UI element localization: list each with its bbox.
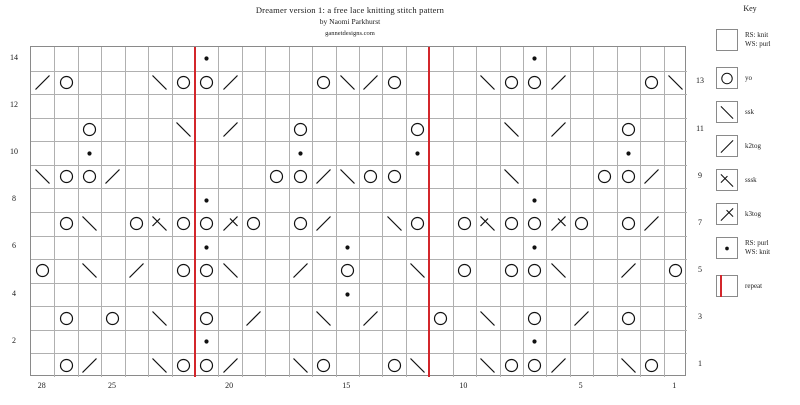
row-number-right: 5 xyxy=(698,264,702,274)
repeat-marker-icon xyxy=(720,275,722,297)
chart-cell-k2tog xyxy=(640,165,663,189)
chart-cell-k2tog xyxy=(289,259,312,283)
chart-cell-yo xyxy=(101,306,124,330)
chart-grid xyxy=(30,46,686,376)
chart-cell-ssk xyxy=(148,71,171,95)
chart-cell-k3tog xyxy=(218,212,241,236)
chart-cell-yo xyxy=(406,118,429,142)
row-number-right: 13 xyxy=(696,76,704,86)
chart-cell-yo xyxy=(523,259,546,283)
chart-cell-k2tog xyxy=(546,353,569,377)
key-label xyxy=(745,142,761,151)
chart-cell-k2tog xyxy=(640,212,663,236)
key-symbol-yo-icon xyxy=(716,67,738,89)
chart-cell-purl-dot xyxy=(195,330,218,354)
chart-cell-yo xyxy=(453,259,476,283)
key-symbol-sssk-icon xyxy=(716,169,738,191)
chart-cell-yo xyxy=(617,212,640,236)
chart-cell-yo xyxy=(54,212,77,236)
chart-cell-yo xyxy=(523,212,546,236)
key-label-line2: WS: purl xyxy=(745,40,771,48)
column-number: 25 xyxy=(108,381,116,390)
row-number-right: 7 xyxy=(698,217,702,227)
chart-cell-k2tog xyxy=(312,212,335,236)
row-number-left: 10 xyxy=(10,147,18,157)
repeat-marker-line xyxy=(428,47,430,377)
chart-cell-yo xyxy=(312,71,335,95)
chart-cell-ssk xyxy=(406,259,429,283)
chart-cell-ssk xyxy=(336,165,359,189)
chart-cell-yo xyxy=(453,212,476,236)
chart-cell-ssk xyxy=(406,353,429,377)
chart-cell-yo xyxy=(570,212,593,236)
chart-cell-ssk xyxy=(476,353,499,377)
chart-cell-sssk xyxy=(148,212,171,236)
chart-cell-purl-dot xyxy=(406,141,429,165)
chart-cell-purl-dot xyxy=(78,141,101,165)
row-number-left: 12 xyxy=(10,99,18,109)
chart-cell-purl-dot xyxy=(336,283,359,307)
chart-cell-yo xyxy=(312,353,335,377)
chart-cell-yo xyxy=(172,212,195,236)
chart-cell-yo xyxy=(195,259,218,283)
chart-cell-k2tog xyxy=(570,306,593,330)
key-label xyxy=(745,31,770,49)
row-number-left: 14 xyxy=(10,52,18,62)
chart-cell-yo xyxy=(523,306,546,330)
chart-cell-k2tog xyxy=(218,118,241,142)
chart-cell-k2tog xyxy=(617,259,640,283)
chart-cell-yo xyxy=(523,71,546,95)
byline: by Naomi Parkhurst xyxy=(319,17,381,26)
chart-cell-yo xyxy=(78,118,101,142)
chart-cell-purl-dot xyxy=(617,141,640,165)
page-title: Dreamer version 1: a free lace knitting stitch pattern xyxy=(255,5,445,15)
chart-cell-yo xyxy=(172,259,195,283)
chart-cell-yo xyxy=(500,71,523,95)
key-symbol-blank-icon xyxy=(716,29,738,51)
key-row-k3tog xyxy=(716,202,800,226)
key-label xyxy=(745,210,761,219)
chart-cell-yo xyxy=(593,165,616,189)
key-symbol-k3tog-icon xyxy=(716,203,738,225)
chart-cell-purl-dot xyxy=(195,188,218,212)
chart-cell-k2tog xyxy=(546,118,569,142)
knitting-chart xyxy=(30,46,686,376)
chart-cell-k2tog xyxy=(101,165,124,189)
column-number: 15 xyxy=(342,381,351,390)
row-number-right: 9 xyxy=(698,170,702,180)
chart-cell-purl-dot xyxy=(523,188,546,212)
chart-cell-ssk xyxy=(148,353,171,377)
key-symbol-ssk-icon xyxy=(716,101,738,123)
chart-cell-yo xyxy=(31,259,54,283)
grid-line-horizontal xyxy=(31,330,687,331)
chart-cell-k2tog xyxy=(359,71,382,95)
chart-cell-yo xyxy=(195,212,218,236)
key-row-blank xyxy=(716,28,800,52)
chart-cell-yo xyxy=(382,353,405,377)
chart-cell-yo xyxy=(640,71,663,95)
key-symbol-purl-dot-icon xyxy=(716,237,738,259)
chart-cell-yo xyxy=(289,165,312,189)
chart-cell-yo xyxy=(172,71,195,95)
website-url: gannetdesigns.com xyxy=(325,30,375,37)
chart-cell-k3tog xyxy=(546,212,569,236)
key-label-line1: repeat xyxy=(745,281,763,290)
key-symbol-k2tog-icon xyxy=(716,135,738,157)
key-label xyxy=(745,176,757,185)
chart-cell-yo xyxy=(265,165,288,189)
row-number-right: 1 xyxy=(698,359,702,369)
chart-cell-yo xyxy=(617,118,640,142)
chart-cell-ssk xyxy=(312,306,335,330)
chart-cell-yo xyxy=(382,165,405,189)
row-number-right: 3 xyxy=(698,312,702,322)
chart-cell-yo xyxy=(500,259,523,283)
row-number-left: 6 xyxy=(12,241,16,251)
chart-cell-purl-dot xyxy=(289,141,312,165)
chart-cell-k2tog xyxy=(78,353,101,377)
title-block xyxy=(0,4,700,39)
chart-key xyxy=(700,0,800,405)
chart-cell-k2tog xyxy=(218,353,241,377)
key-row-purl-dot xyxy=(716,236,800,260)
grid-line-horizontal xyxy=(31,94,687,95)
chart-cell-yo xyxy=(195,71,218,95)
chart-cell-yo xyxy=(336,259,359,283)
key-label-line1: k3tog xyxy=(745,209,761,218)
grid-line-horizontal xyxy=(31,283,687,284)
chart-cell-k2tog xyxy=(125,259,148,283)
chart-cell-purl-dot xyxy=(195,47,218,71)
chart-cell-yo xyxy=(289,118,312,142)
chart-cell-purl-dot xyxy=(195,236,218,260)
key-label xyxy=(745,239,770,257)
key-label-line2: WS: knit xyxy=(745,248,771,256)
chart-cell-ssk xyxy=(617,353,640,377)
row-number-left: 2 xyxy=(12,335,16,345)
chart-cell-ssk xyxy=(382,212,405,236)
chart-cell-ssk xyxy=(336,71,359,95)
key-heading: Key xyxy=(743,4,757,13)
chart-cell-yo xyxy=(289,212,312,236)
chart-cell-ssk xyxy=(500,118,523,142)
key-label xyxy=(745,282,762,291)
chart-cell-yo xyxy=(640,353,663,377)
chart-cell-ssk xyxy=(218,259,241,283)
chart-cell-yo xyxy=(195,353,218,377)
chart-cell-yo xyxy=(500,353,523,377)
chart-cell-yo xyxy=(382,71,405,95)
key-label-line1: sssk xyxy=(745,175,757,184)
chart-cell-yo xyxy=(54,165,77,189)
row-number-left: 8 xyxy=(12,194,16,204)
chart-cell-yo xyxy=(54,306,77,330)
chart-cell-yo xyxy=(359,165,382,189)
chart-cell-yo xyxy=(617,306,640,330)
row-number-right: 11 xyxy=(696,123,704,133)
chart-cell-yo xyxy=(523,353,546,377)
chart-cell-yo xyxy=(242,212,265,236)
chart-cell-k2tog xyxy=(31,71,54,95)
column-number: 10 xyxy=(459,381,468,390)
column-number: 1 xyxy=(672,381,677,390)
chart-cell-yo xyxy=(500,212,523,236)
chart-cell-yo xyxy=(54,353,77,377)
chart-cell-yo xyxy=(54,71,77,95)
row-number-left: 4 xyxy=(12,288,16,298)
chart-cell-purl-dot xyxy=(523,47,546,71)
chart-cell-purl-dot xyxy=(523,236,546,260)
grid-line-horizontal xyxy=(31,236,687,237)
chart-cell-k2tog xyxy=(546,71,569,95)
chart-cell-yo xyxy=(195,306,218,330)
chart-cell-ssk xyxy=(476,71,499,95)
chart-cell-k2tog xyxy=(242,306,265,330)
key-row-ssk xyxy=(716,100,800,124)
chart-cell-yo xyxy=(406,212,429,236)
chart-cell-yo xyxy=(172,353,195,377)
chart-cell-sssk xyxy=(476,212,499,236)
chart-cell-ssk xyxy=(172,118,195,142)
chart-cell-ssk xyxy=(78,212,101,236)
chart-cell-k2tog xyxy=(359,306,382,330)
column-number: 20 xyxy=(225,381,234,390)
chart-cell-ssk xyxy=(148,306,171,330)
chart-cell-ssk xyxy=(476,306,499,330)
key-label-line1: k2tog xyxy=(745,141,761,150)
key-row-k2tog xyxy=(716,134,800,158)
chart-cell-ssk xyxy=(546,259,569,283)
chart-cell-ssk xyxy=(31,165,54,189)
column-number: 5 xyxy=(578,381,583,390)
column-number: 28 xyxy=(37,381,46,390)
chart-cell-ssk xyxy=(500,165,523,189)
key-label-line1: RS: knit xyxy=(745,31,769,39)
key-label-line1: ssk xyxy=(745,107,754,116)
grid-line-horizontal xyxy=(31,353,687,354)
chart-cell-k2tog xyxy=(312,165,335,189)
chart-cell-k2tog xyxy=(218,71,241,95)
grid-line-horizontal xyxy=(31,188,687,189)
chart-cell-yo xyxy=(125,212,148,236)
chart-cell-ssk xyxy=(78,259,101,283)
grid-line-horizontal xyxy=(31,118,687,119)
grid-line-horizontal xyxy=(31,141,687,142)
key-label xyxy=(745,108,754,117)
repeat-marker-line xyxy=(194,47,196,377)
chart-cell-purl-dot xyxy=(523,330,546,354)
chart-cell-yo xyxy=(78,165,101,189)
key-symbol-repeat-icon xyxy=(716,275,738,297)
key-row-sssk xyxy=(716,168,800,192)
chart-cell-yo xyxy=(664,259,687,283)
chart-cell-ssk xyxy=(664,71,687,95)
chart-cell-yo xyxy=(617,165,640,189)
key-row-yo xyxy=(716,66,800,90)
key-label xyxy=(745,74,752,83)
key-label-line1: yo xyxy=(745,73,752,82)
chart-cell-yo xyxy=(429,306,452,330)
key-row-repeat xyxy=(716,274,800,298)
chart-cell-purl-dot xyxy=(336,236,359,260)
key-label-line1: RS: purl xyxy=(745,239,769,247)
chart-cell-ssk xyxy=(289,353,312,377)
